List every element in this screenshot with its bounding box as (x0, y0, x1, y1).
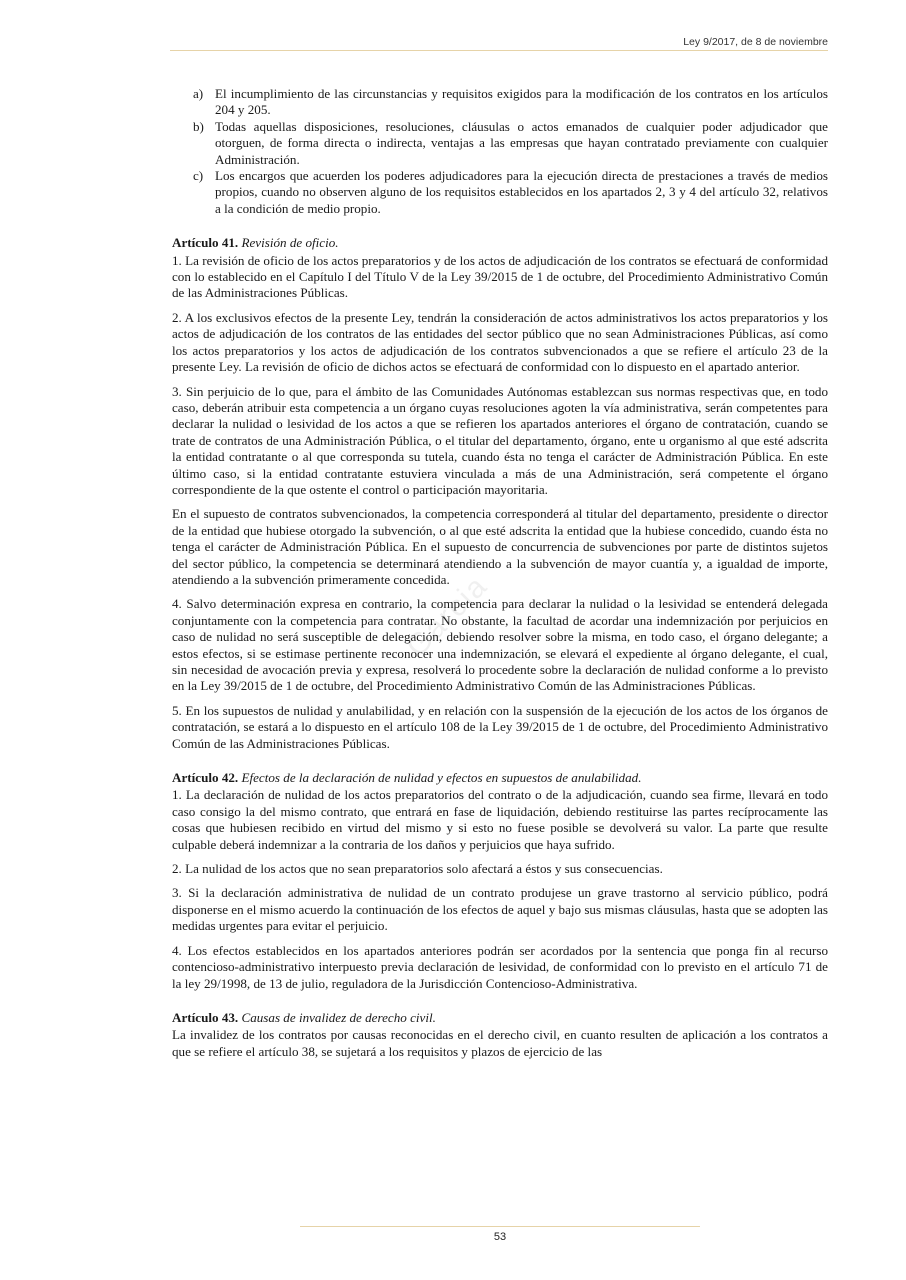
watermark: Garcia (400, 569, 495, 664)
list-item (172, 86, 828, 119)
paragraph: 3. Sin perjuicio de lo que, para el ámbito de las Comunidades Autónomas establezcan sus normas respectivas que, en todo caso, deberán atribuir esta competencia a un órgano cuyas resoluciones agoten la vía administrativa, serán competentes para declarar la nulidad o lesividad de los actos a que se refieren los apartados anteriores el órgano de contratación, cuando se trate de contratos de una Administración Pública, o el titular del departamento, órgano, ente u organismo al que esté adscrita la entidad contratante o al que corresponda su tutela, cuando ésta no tenga el carácter de Administración Pública. En este último caso, si la entidad contratante estuviera vinculada a más de una Administración, será competente el órgano correspondiente de la que ostente el control o participación mayoritaria. (172, 383, 828, 497)
spacer (172, 1000, 828, 1010)
paragraph: 2. A los exclusivos efectos de la presente Ley, tendrán la consideración de actos administrativos los actos preparatorios y los actos de adjudicación de los contratos de las entidades del sector público que no sean Administraciones Públicas, así como los actos preparatorios y los actos de adjudicación de los contratos subvencionados a que se refiere el artículo 23 de la presente Ley. La revisión de oficio de dichos actos se efectuará de conformidad con lo dispuesto en el apartado anterior. (172, 309, 828, 375)
list-item-text: Todas aquellas disposiciones, resoluciones, cláusulas o actos emanados de cualquier poder adjudicador que otorguen, de forma directa o indirecta, ventajas a las empresas que hayan contratado previamente con cualquier Administración. (215, 118, 828, 167)
article-43-heading (172, 1010, 828, 1026)
article-title: Revisión de oficio. (241, 235, 339, 251)
list-item-text: El incumplimiento de las circunstancias y requisitos exigidos para la modificación de los contratos en los artículos 204 y 205. (215, 86, 828, 118)
page-header (170, 34, 828, 51)
header-title: Ley 9/2017, de 8 de noviembre (683, 36, 828, 48)
article-title: Efectos de la declaración de nulidad y efectos en supuestos de anulabilidad. (241, 770, 642, 786)
list-item (172, 119, 828, 168)
paragraph: 1. La declaración de nulidad de los actos preparatorios del contrato o de la adjudicación, cuando sea firme, llevará en todo caso consigo la del mismo contrato, que entrará en fase de liquidación, debiendo restituirse las partes recíprocamente las cosas que hubiesen recibido en virtud del mismo y si esto no fuese posible se devolverá su valor. La parte que resulte culpable deberá indemnizar a la contraria de los daños y perjuicios que haya sufrido. (172, 787, 828, 852)
page-number: 53 (493, 1231, 507, 1243)
article-number: Artículo 42. (172, 770, 239, 786)
article-number: Artículo 43. (172, 1009, 239, 1025)
enumerated-list (172, 86, 828, 217)
paragraph: En el supuesto de contratos subvencionados, la competencia corresponderá al titular del departamento, presidente o director de la entidad que hubiese otorgado la subvención, o al que esté adscrita la entidad que la hubiese concedido, cuando ésta no tenga el carácter de Administración Pública. En el supuesto de concurrencia de subvenciones por parte de distintos sujetos del sector público, la competencia se determinará atendiendo a la subvención de mayor cuantía y, a igualdad de importe, atendiendo a la subvención primeramente concedida. (172, 506, 828, 587)
list-item-label: b) (193, 118, 204, 134)
article-41-heading (172, 235, 828, 251)
list-item-label: c) (193, 168, 204, 184)
paragraph: 5. En los supuestos de nulidad y anulabilidad, y en relación con la suspensión de la ejecución de los actos de los órganos de contratación, se estará a lo dispuesto en el artículo 108 de la Ley 39/2015 de 1 de octubre, del Procedimiento Administrativo Común de las Administraciones Públicas. (172, 702, 828, 751)
paragraph: 2. La nulidad de los actos que no sean preparatorios solo afectará a éstos y sus consecuencias. (172, 861, 663, 877)
article-42-heading (172, 770, 828, 786)
paragraph: La invalidez de los contratos por causas reconocidas en el derecho civil, en cuanto resulten de aplicación a los contratos a que se refiere el artículo 38, se sujetará a los requisitos y plazos de ejercicio de las (172, 1027, 828, 1059)
spacer (172, 760, 828, 770)
article-title: Causas de invalidez de derecho civil. (241, 1009, 436, 1025)
footer-divider (300, 1226, 700, 1227)
list-item (172, 168, 828, 217)
paragraph: 4. Salvo determinación expresa en contrario, la competencia para declarar la nulidad o la lesividad se entenderá delegada conjuntamente con la competencia para contratar. No obstante, la facultad de acordar una indemnización por perjuicios en caso de nulidad no será susceptible de delegación, debiendo resolver sobre la misma, en todo caso, el órgano delegante; a estos efectos, si se estimase pertinente reconocer una indemnización, se elevará el expediente al órgano delegante, el cual, sin necesidad de avocación previa y expresa, resolverá lo procedente sobre la declaración de nulidad conforme a lo previsto en la Ley 39/2015 de 1 de octubre, del Procedimiento Administrativo Común de las Administraciones Públicas. (172, 596, 828, 694)
list-item-text: Los encargos que acuerden los poderes adjudicadores para la ejecución directa de prestaciones a través de medios propios, cuando no observen alguno de los requisitos establecidos en los apartados 2, 3 y 4 del artículo 32, relativos a la condición de medio propio. (215, 168, 828, 216)
paragraph: 1. La revisión de oficio de los actos preparatorios y de los actos de adjudicación de los contratos se efectuará de conformidad con lo establecido en el Capítulo I del Título V de la Ley 39/2015 de 1 de octubre, del Procedimiento Administrativo Común de las Administraciones Públicas. (172, 252, 828, 301)
paragraph: 4. Los efectos establecidos en los apartados anteriores podrán ser acordados por la sentencia que ponga fin al recurso contencioso-administrativo interpuesto previa declaración de lesividad, de conformidad con lo previsto en el artículo 71 de la ley 29/1998, de 13 de julio, reguladora de la Jurisdicción Contencioso-Administrativa. (172, 942, 828, 991)
article-number: Artículo 41. (172, 235, 239, 251)
document-body (172, 86, 828, 1068)
list-item-label: a) (193, 86, 204, 101)
paragraph: 3. Si la declaración administrativa de nulidad de un contrato produjese un grave trastorno al servicio público, podrá disponerse en el mismo acuerdo la continuación de los efectos de aquel y bajo sus mismas cláusulas, hasta que se adopten las medidas urgentes para evitar el perjuicio. (172, 885, 828, 934)
